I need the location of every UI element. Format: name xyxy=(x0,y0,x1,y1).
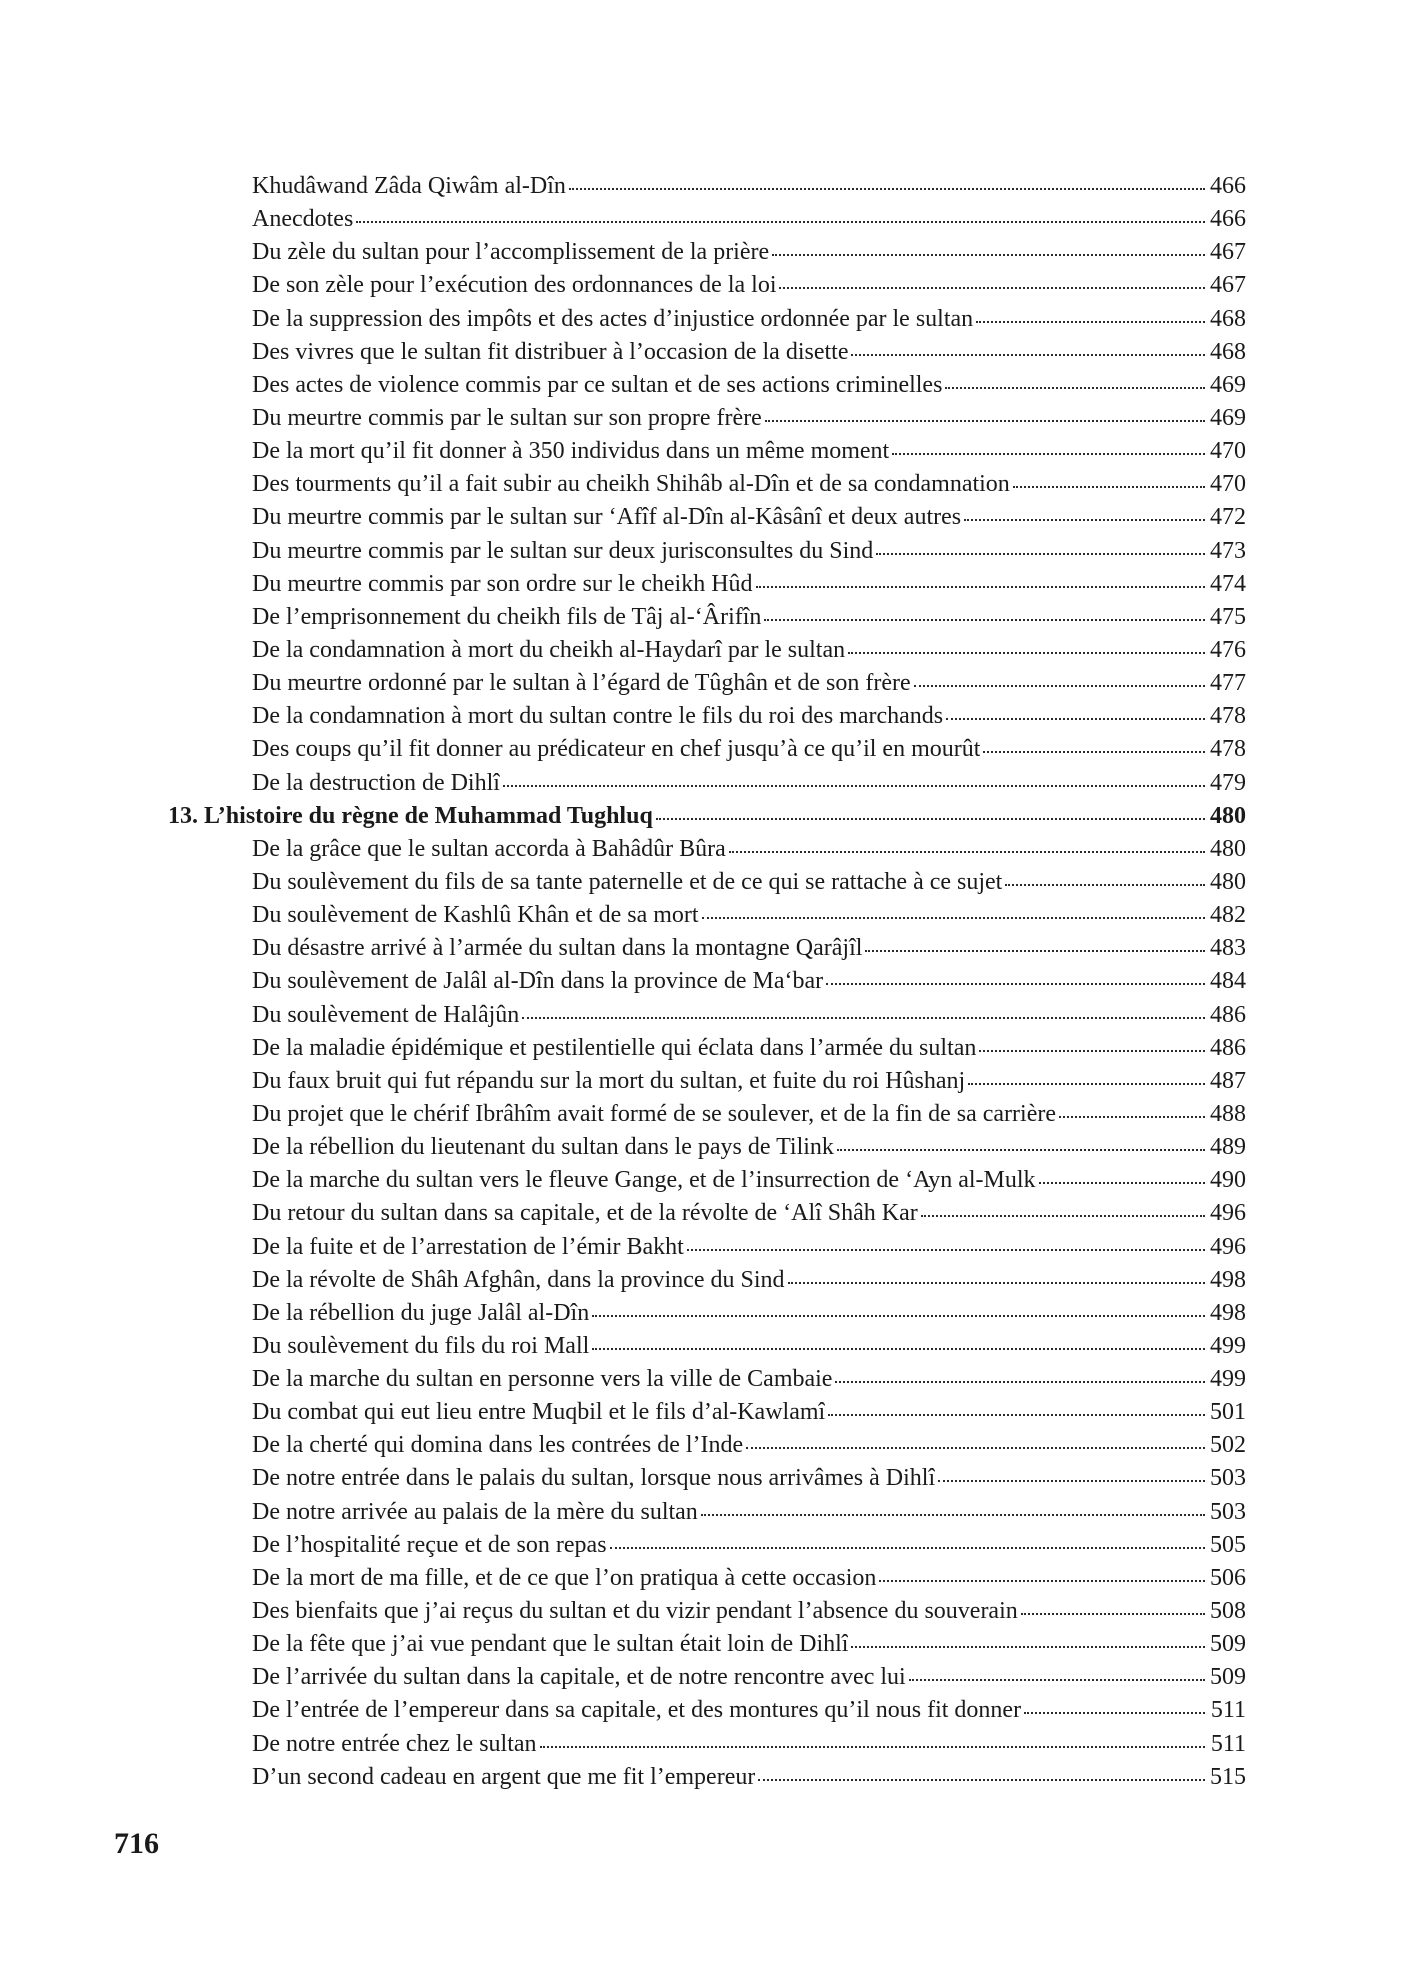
toc-entry xyxy=(168,236,1246,269)
toc-entry xyxy=(168,634,1246,667)
toc-entry xyxy=(168,203,1246,236)
dot-leader xyxy=(687,1249,1205,1251)
toc-entry xyxy=(168,1761,1246,1794)
toc-entry xyxy=(168,1462,1246,1495)
toc-entry-page: 487 xyxy=(1210,1067,1246,1094)
toc-entry-page: 509 xyxy=(1210,1631,1246,1658)
dot-leader xyxy=(610,1547,1205,1549)
toc-entry-page: 499 xyxy=(1210,1366,1246,1393)
toc-entry-page: 490 xyxy=(1210,1167,1246,1194)
toc-entry xyxy=(168,1131,1246,1164)
toc-entry-page: 466 xyxy=(1210,206,1246,233)
toc-entry xyxy=(168,866,1246,899)
dot-leader xyxy=(851,354,1205,356)
dot-leader xyxy=(788,1282,1205,1284)
dot-leader xyxy=(968,1083,1205,1085)
toc-entry-page: 486 xyxy=(1210,1034,1246,1061)
toc-entry xyxy=(168,303,1246,336)
toc-entry-title: Des actes de violence commis par ce sultan et de ses actions criminelles xyxy=(252,371,943,398)
toc-entry-title: Du combat qui eut lieu entre Muqbil et le fils d’al-Kawlamî xyxy=(252,1399,826,1426)
toc-entry-page: 502 xyxy=(1210,1432,1246,1459)
toc-entry-title: Anecdotes xyxy=(252,206,354,233)
toc-entry-page: 469 xyxy=(1210,371,1246,398)
dot-leader xyxy=(876,553,1205,555)
toc-entry-title: De la rébellion du lieutenant du sultan dans le pays de Tilink xyxy=(252,1134,834,1161)
toc-entry-page: 483 xyxy=(1210,935,1246,962)
toc-entry-page: 505 xyxy=(1210,1531,1246,1558)
toc-entry-page: 474 xyxy=(1210,570,1246,597)
toc-entry-title: De la révolte de Shâh Afghân, dans la province du Sind xyxy=(252,1266,785,1293)
toc-entry xyxy=(168,932,1246,965)
toc-entry-title: De la condamnation à mort du sultan contre le fils du roi des marchands xyxy=(252,703,944,730)
dot-leader xyxy=(764,619,1205,621)
toc-entry xyxy=(168,1231,1246,1264)
toc-entry-title: De la destruction de Dihlî xyxy=(252,769,500,796)
toc-entry-title: Des bienfaits que j’ai reçus du sultan et du vizir pendant l’absence du souverain xyxy=(252,1598,1018,1625)
dot-leader xyxy=(892,453,1205,455)
toc-entry-title: De notre entrée chez le sultan xyxy=(252,1730,537,1757)
toc-entry-page: 503 xyxy=(1210,1465,1246,1492)
toc-entry-page: 476 xyxy=(1210,636,1246,663)
toc-entry xyxy=(168,899,1246,932)
toc-entry xyxy=(168,1728,1246,1761)
toc-entry-page: 508 xyxy=(1210,1598,1246,1625)
toc-entry-page: 484 xyxy=(1210,968,1246,995)
toc-entry-page: 489 xyxy=(1210,1134,1246,1161)
toc-entry-title: Du soulèvement du fils de sa tante paternelle et de ce qui se rattache à ce sujet xyxy=(252,868,1003,895)
toc-entry-page: 469 xyxy=(1210,404,1246,431)
toc-entry-page: 480 xyxy=(1210,835,1246,862)
dot-leader xyxy=(837,1149,1205,1151)
toc-entry-page: 468 xyxy=(1210,338,1246,365)
dot-leader xyxy=(909,1679,1205,1681)
toc-entry-title: Du meurtre commis par le sultan sur ‘Afîf al-Dîn al-Kâsânî et deux autres xyxy=(252,504,962,531)
toc-entry-page: 506 xyxy=(1210,1564,1246,1591)
toc-entry xyxy=(168,1065,1246,1098)
toc-entry xyxy=(168,435,1246,468)
toc-entry xyxy=(168,1363,1246,1396)
toc-entry-page: 467 xyxy=(1210,272,1246,299)
toc-entry xyxy=(168,468,1246,501)
toc-entry xyxy=(168,1529,1246,1562)
toc-entry-title: De notre arrivée au palais de la mère du sultan xyxy=(252,1498,698,1525)
toc-entry-title: De la cherté qui domina dans les contrées de l’Inde xyxy=(252,1432,744,1459)
toc-entry xyxy=(168,369,1246,402)
toc-entry xyxy=(168,1330,1246,1363)
toc-entry-page: 477 xyxy=(1210,670,1246,697)
toc-entry-page: 499 xyxy=(1210,1332,1246,1359)
dot-leader xyxy=(921,1215,1205,1217)
toc-entry-title: De la mort qu’il fit donner à 350 individus dans un même moment xyxy=(252,438,890,465)
dot-leader xyxy=(729,851,1205,853)
toc-entry-page: 496 xyxy=(1210,1233,1246,1260)
toc-entry xyxy=(168,1197,1246,1230)
toc-entry xyxy=(168,1562,1246,1595)
dot-leader xyxy=(938,1480,1205,1482)
toc-entry-title: Du désastre arrivé à l’armée du sultan dans la montagne Qarâjîl xyxy=(252,935,863,962)
toc-entry-page: 479 xyxy=(1210,769,1246,796)
toc-entry-title: De l’entrée de l’empereur dans sa capitale, et des montures qu’il nous fit donner xyxy=(252,1697,1022,1724)
toc-entry xyxy=(168,965,1246,998)
toc-entry-title: De son zèle pour l’exécution des ordonnances de la loi xyxy=(252,272,777,299)
dot-leader xyxy=(848,652,1205,654)
toc-entry xyxy=(168,1164,1246,1197)
toc-entry-page: 478 xyxy=(1210,703,1246,730)
toc-entry xyxy=(168,1496,1246,1529)
toc-entry xyxy=(168,1628,1246,1661)
toc-entry-page: 468 xyxy=(1210,305,1246,332)
toc-entry-title: De la maladie épidémique et pestilentielle qui éclata dans l’armée du sultan xyxy=(252,1034,977,1061)
toc-entry-title: 13. L’histoire du règne de Muhammad Tughluq xyxy=(168,802,653,829)
dot-leader xyxy=(979,1050,1205,1052)
toc-entry-title: Du projet que le chérif Ibrâhîm avait formé de se soulever, et de la fin de sa carrière xyxy=(252,1100,1056,1127)
toc-section-heading xyxy=(168,800,1246,833)
toc-entry xyxy=(168,269,1246,302)
toc-entry xyxy=(168,568,1246,601)
dot-leader xyxy=(1013,486,1205,488)
toc-entry xyxy=(168,1661,1246,1694)
toc-entry-page: 467 xyxy=(1210,239,1246,266)
dot-leader xyxy=(946,718,1205,720)
dot-leader xyxy=(779,287,1205,289)
table-of-contents xyxy=(168,170,1246,1794)
dot-leader xyxy=(592,1315,1205,1317)
toc-entry-page: 473 xyxy=(1210,537,1246,564)
dot-leader xyxy=(756,586,1205,588)
toc-entry-title: De l’hospitalité reçue et de son repas xyxy=(252,1531,607,1558)
dot-leader xyxy=(964,519,1205,521)
toc-entry-title: De la grâce que le sultan accorda à Bahâdûr Bûra xyxy=(252,835,726,862)
toc-entry-title: Du soulèvement du fils du roi Mall xyxy=(252,1332,590,1359)
toc-entry-page: 478 xyxy=(1210,736,1246,763)
toc-entry-page: 475 xyxy=(1210,603,1246,630)
toc-entry xyxy=(168,833,1246,866)
toc-entry xyxy=(168,501,1246,534)
toc-entry-page: 498 xyxy=(1210,1266,1246,1293)
dot-leader xyxy=(976,321,1205,323)
dot-leader xyxy=(746,1447,1205,1449)
toc-entry-page: 496 xyxy=(1210,1200,1246,1227)
toc-entry xyxy=(168,535,1246,568)
toc-entry-title: Des coups qu’il fit donner au prédicateur en chef jusqu’à ce qu’il en mourût xyxy=(252,736,981,763)
dot-leader xyxy=(1021,1613,1205,1615)
toc-entry-title: De notre entrée dans le palais du sultan, lorsque nous arrivâmes à Dihlî xyxy=(252,1465,936,1492)
dot-leader xyxy=(1005,884,1205,886)
toc-entry-title: Du soulèvement de Kashlû Khân et de sa mort xyxy=(252,902,699,929)
toc-entry-page: 515 xyxy=(1210,1763,1246,1790)
toc-entry xyxy=(168,1429,1246,1462)
dot-leader xyxy=(1039,1182,1205,1184)
dot-leader xyxy=(569,188,1205,190)
dot-leader xyxy=(865,950,1205,952)
toc-entry-title: Du soulèvement de Halâjûn xyxy=(252,1001,520,1028)
dot-leader xyxy=(540,1746,1205,1748)
dot-leader xyxy=(656,818,1205,820)
dot-leader xyxy=(592,1348,1205,1350)
toc-entry-title: Du meurtre commis par le sultan sur deux jurisconsultes du Sind xyxy=(252,537,874,564)
dot-leader xyxy=(765,420,1205,422)
dot-leader xyxy=(828,1414,1205,1416)
dot-leader xyxy=(701,1514,1205,1516)
toc-entry-page: 482 xyxy=(1210,902,1246,929)
toc-entry xyxy=(168,336,1246,369)
dot-leader xyxy=(879,1580,1205,1582)
toc-entry-page: 501 xyxy=(1210,1399,1246,1426)
toc-entry-page: 498 xyxy=(1210,1299,1246,1326)
toc-entry xyxy=(168,601,1246,634)
toc-entry xyxy=(168,1297,1246,1330)
toc-entry-title: Des vivres que le sultan fit distribuer à l’occasion de la disette xyxy=(252,338,849,365)
toc-entry-title: Du soulèvement de Jalâl al-Dîn dans la province de Ma‘bar xyxy=(252,968,824,995)
toc-entry xyxy=(168,1595,1246,1628)
page-number: 716 xyxy=(114,1827,159,1860)
dot-leader xyxy=(983,751,1205,753)
toc-entry-title: De la fête que j’ai vue pendant que le sultan était loin de Dihlî xyxy=(252,1631,849,1658)
toc-entry-title: De la condamnation à mort du cheikh al-Haydarî par le sultan xyxy=(252,636,846,663)
toc-entry xyxy=(168,170,1246,203)
toc-entry-title: Du meurtre commis par son ordre sur le cheikh Hûd xyxy=(252,570,753,597)
toc-entry-title: De la mort de ma fille, et de ce que l’on pratiqua à cette occasion xyxy=(252,1564,877,1591)
dot-leader xyxy=(772,254,1205,256)
toc-entry-title: Du meurtre ordonné par le sultan à l’égard de Tûghân et de son frère xyxy=(252,670,911,697)
toc-entry-title: D’un second cadeau en argent que me fit l’empereur xyxy=(252,1763,756,1790)
toc-entry xyxy=(168,1396,1246,1429)
dot-leader xyxy=(503,785,1205,787)
toc-entry xyxy=(168,1098,1246,1131)
toc-entry-page: 470 xyxy=(1210,438,1246,465)
toc-entry-page: 480 xyxy=(1210,802,1246,829)
toc-entry-title: Du zèle du sultan pour l’accomplissement de la prière xyxy=(252,239,770,266)
toc-entry-page: 503 xyxy=(1210,1498,1246,1525)
dot-leader xyxy=(522,1017,1205,1019)
toc-entry-title: De l’arrivée du sultan dans la capitale, et de notre rencontre avec lui xyxy=(252,1664,906,1691)
dot-leader xyxy=(1024,1712,1205,1714)
toc-entry-title: De la suppression des impôts et des actes d’injustice ordonnée par le sultan xyxy=(252,305,974,332)
toc-entry xyxy=(168,700,1246,733)
toc-entry-page: 511 xyxy=(1210,1697,1246,1724)
dot-leader xyxy=(1059,1116,1205,1118)
dot-leader xyxy=(758,1779,1205,1781)
toc-entry-title: De la rébellion du juge Jalâl al-Dîn xyxy=(252,1299,590,1326)
toc-entry xyxy=(168,1032,1246,1065)
dot-leader xyxy=(835,1381,1205,1383)
toc-entry-title: Du faux bruit qui fut répandu sur la mort du sultan, et fuite du roi Hûshanj xyxy=(252,1067,966,1094)
dot-leader xyxy=(851,1646,1205,1648)
dot-leader xyxy=(826,983,1205,985)
toc-entry-title: Du retour du sultan dans sa capitale, et de la révolte de ‘Alî Shâh Kar xyxy=(252,1200,918,1227)
toc-entry xyxy=(168,1264,1246,1297)
toc-entry-page: 472 xyxy=(1210,504,1246,531)
dot-leader xyxy=(356,221,1205,223)
toc-entry-page: 509 xyxy=(1210,1664,1246,1691)
toc-entry-title: De la marche du sultan en personne vers la ville de Cambaie xyxy=(252,1366,833,1393)
toc-entry-page: 466 xyxy=(1210,173,1246,199)
toc-entry xyxy=(168,667,1246,700)
toc-entry-title: Des tourments qu’il a fait subir au cheikh Shihâb al-Dîn et de sa condamnation xyxy=(252,471,1010,498)
toc-entry-title: De la marche du sultan vers le fleuve Gange, et de l’insurrection de ‘Ayn al-Mulk xyxy=(252,1167,1036,1194)
dot-leader xyxy=(702,917,1205,919)
toc-entry-title: De la fuite et de l’arrestation de l’émir Bakht xyxy=(252,1233,684,1260)
toc-entry xyxy=(168,767,1246,800)
toc-entry-title: Du meurtre commis par le sultan sur son propre frère xyxy=(252,404,762,431)
toc-entry-page: 480 xyxy=(1210,868,1246,895)
toc-entry xyxy=(168,402,1246,435)
toc-entry-page: 488 xyxy=(1210,1100,1246,1127)
dot-leader xyxy=(914,685,1205,687)
toc-entry-page: 511 xyxy=(1210,1730,1246,1757)
toc-entry xyxy=(168,733,1246,766)
toc-entry xyxy=(168,999,1246,1032)
toc-entry-page: 486 xyxy=(1210,1001,1246,1028)
dot-leader xyxy=(945,387,1205,389)
toc-entry-title: Khudâwand Zâda Qiwâm al-Dîn xyxy=(252,173,566,199)
toc-entry-title: De l’emprisonnement du cheikh fils de Tâj al-‘Ârifîn xyxy=(252,603,762,630)
toc-entry-page: 470 xyxy=(1210,471,1246,498)
toc-entry xyxy=(168,1694,1246,1727)
